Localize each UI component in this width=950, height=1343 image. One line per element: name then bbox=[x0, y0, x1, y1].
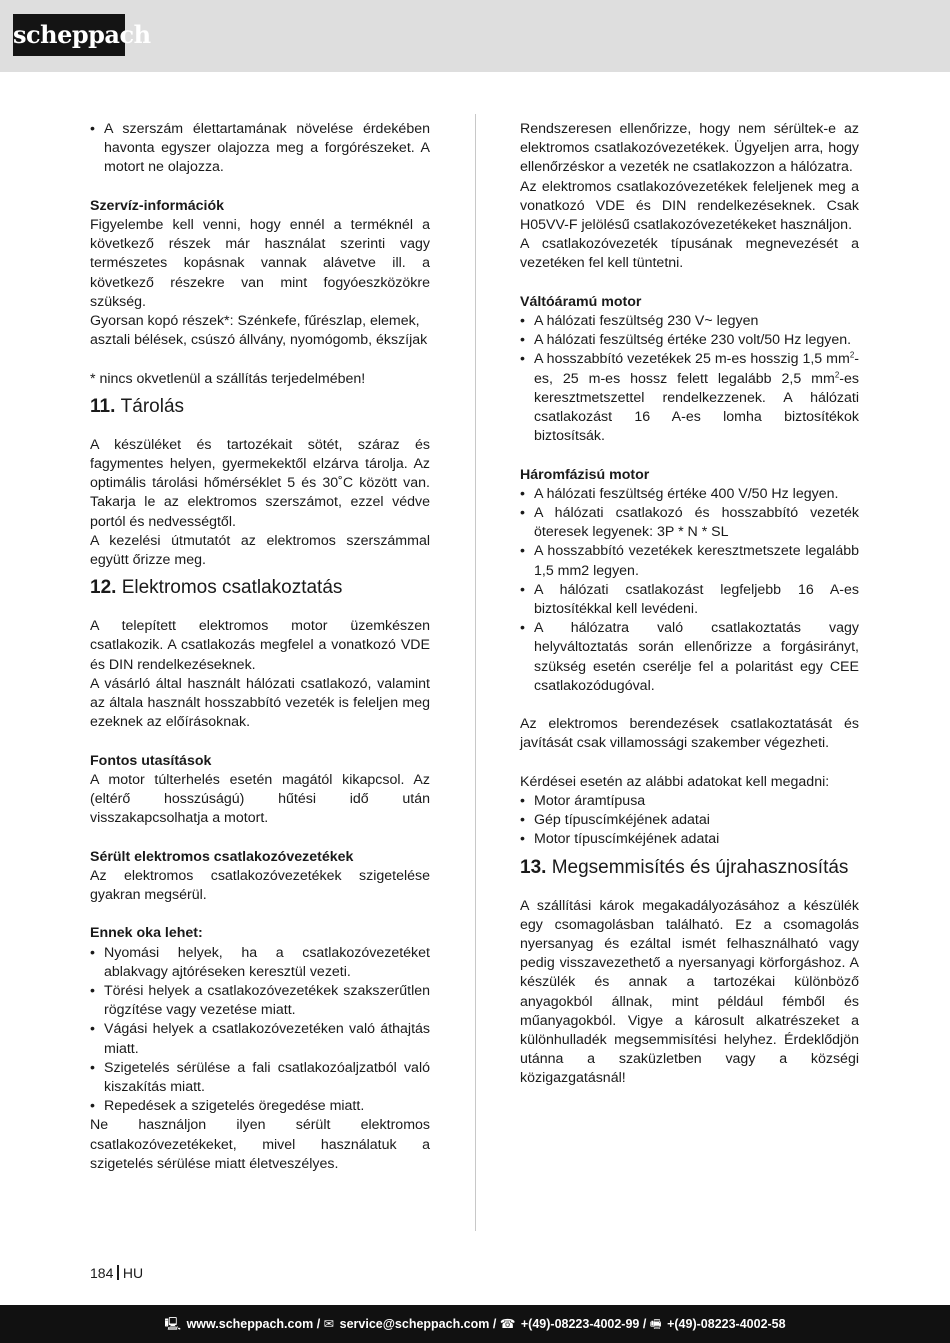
ac-motor-list bbox=[520, 312, 859, 446]
page-language: HU bbox=[122, 1265, 144, 1281]
intro-list bbox=[90, 120, 430, 178]
list-item: • A hálózati feszültség értéke 230 volt/50 Hz legyen. bbox=[520, 331, 859, 350]
footer-separator: / bbox=[639, 1317, 650, 1331]
causes-outro: Ne használjon ilyen sérült elektromos csatlakozóvezetékeket, mivel használatuk a szigetelés sérülése miatt életveszélyes. bbox=[90, 1117, 430, 1172]
footnote: * nincs okvetlenül a szállítás terjedelmében! bbox=[90, 370, 366, 387]
list-item: • Törési helyek a csatlakozóvezetékek szakszerűtlen rögzítése vagy vezetése miatt. bbox=[90, 982, 430, 1020]
wear-parts-text: Gyorsan kopó részek*: Szénkefe, fűrészlap, elemek, asztali bélések, csúszó állvány, nyomógomb, ékszíjak bbox=[90, 313, 428, 349]
website-link[interactable]: www.scheppach.com bbox=[186, 1317, 314, 1331]
list-item: • A hálózati feszültség értéke 400 V/50 Hz legyen. bbox=[520, 485, 859, 504]
service-text: Figyelembe kell venni, hogy ennél a terméknél a következő részek már használat szerinti vagy természetes kopásnak vannak alávetve ill. a következő részekre van mint fogyóeszközökre szükség. bbox=[90, 217, 430, 310]
disposal-text: A szállítási károk megakadályozásához a készülék egy csomagolásban található. Ez a csomagolás nyersanyag és ezáltal ismét felhasználható vagy pedig visszavezethető a nyersanyagi körforgáshoz. A készülék és annak a tartozékai különböző anyagokból állnak, mint például fémből és műanyagokból. Vigye a károsult alkatrészeket a különhulladék megsemmisítési helyhez. Érdeklődjön utánna a szaküzletben vagy a községi közigazgatásnál! bbox=[520, 897, 859, 1087]
list-item: • Motor áramtípusa bbox=[520, 792, 859, 811]
fax-icon: 🖷 bbox=[649, 1317, 662, 1331]
superscript: 2 bbox=[834, 369, 840, 379]
page-number-value: 184 bbox=[90, 1265, 114, 1281]
list-item: • Szigetelés sérülése a fali csatlakozóaljzatból való kiszakítás miatt. bbox=[90, 1059, 430, 1097]
check-paragraph-2: Az elektromos csatlakozóvezetékek feleljenek meg a vonatkozó VDE és DIN rendelkezéseknek. Csak H05VV-F jelölésű csatlakozóvezetékeket használjon. bbox=[520, 178, 859, 234]
list-item: • A hálózati feszültség 230 V~ legyen bbox=[520, 312, 859, 331]
ac-motor-heading: Váltóáramú motor bbox=[520, 293, 642, 310]
list-item: • A hálózatra való csatlakoztatás vagy helyváltoztatás során ellenőrizze a forgásirányt, szükség esetén cserélje fel a polaritást egy CEE csatlakozódugóval. bbox=[520, 619, 859, 696]
storage-paragraph-2: A kezelési útmutatót az elektromos szerszámmal együtt őrizze meg. bbox=[90, 532, 430, 569]
phone-icon: ☎ bbox=[499, 1317, 516, 1331]
list-item: • Gép típuscímkéjének adatai bbox=[520, 811, 859, 830]
phone-number: +(49)-08223-4002-99 bbox=[520, 1317, 640, 1331]
check-paragraph-3: A csatlakozóvezeték típusának megnevezését a vezetéken fel kell tüntetni. bbox=[520, 236, 859, 272]
section-heading-11 bbox=[90, 395, 430, 419]
footer-separator: / bbox=[489, 1317, 500, 1331]
footer-separator: / bbox=[313, 1317, 324, 1331]
important-heading: Fontos utasítások bbox=[90, 752, 212, 769]
section-number: 12. bbox=[90, 577, 117, 599]
list-item: • Vágási helyek a csatlakozóvezetéken való áthajtás miatt. bbox=[90, 1020, 430, 1058]
page-number bbox=[90, 1264, 143, 1282]
causes-heading: Ennek oka lehet: bbox=[90, 925, 203, 942]
header-band bbox=[0, 0, 950, 72]
list-item: • Repedések a szigetelés öregedése miatt. bbox=[90, 1097, 430, 1116]
list-item: • A hosszabbító vezetékek keresztmetszete legalább 1,5 mm2 legyen. bbox=[520, 542, 859, 580]
storage-paragraph-1: A készüléket és tartozékait sötét, száraz és fagymentes helyen, gyermekektől elzárva tárolja. Az optimális tárolási hőmérséklet 5 és 30˚C között van. Takarja le az elektromos szerszámot, ezzel védve portól és nedvességtől. bbox=[90, 436, 430, 530]
list-item: • A hálózati csatlakozást legfeljebb 16 A-es biztosítékkal kell levédeni. bbox=[520, 581, 859, 619]
text-run: -es, 25 m-es hossz felett legalább 2,5 mm bbox=[534, 351, 859, 387]
email-link[interactable]: service@scheppach.com bbox=[339, 1317, 490, 1331]
electrical-paragraph-1: A telepített elektromos motor üzemkészen csatlakozik. A csatlakozás megfelel a vonatkozó VDE és DIN rendelkezéseknek. bbox=[90, 618, 430, 673]
text-run: -es keresztmetszettel rendelkezzenek. A hálózati csatlakozást 16 A-es lomha biztosítékok biztosítsák. bbox=[534, 370, 859, 445]
section-title: Tárolás bbox=[120, 395, 185, 417]
check-paragraph-1: Rendszeresen ellenőrizze, hogy nem sérültek-e az elektromos csatlakozóvezetékek. Ügyeljen arra, hogy ellenőrzéskor a vezeték ne csatlakozzon a hálózatra. bbox=[520, 121, 859, 176]
section-title: Elektromos csatlakoztatás bbox=[121, 577, 343, 599]
damaged-cables-text: Az elektromos csatlakozóvezetékek szigetelése gyakran megsérül. bbox=[90, 867, 430, 904]
list-item: • A hálózati csatlakozó és hosszabbító vezeték öteresek legyenek: 3P * N * SL bbox=[520, 504, 859, 542]
footer-bar bbox=[0, 1305, 950, 1343]
section-number: 13. bbox=[520, 856, 547, 878]
electrical-paragraph-2: A vásárló által használt hálózati csatlakozó, valamint az általa használt hosszabbító vezeték is feleljen meg ezeknek az előírásoknak. bbox=[90, 675, 430, 731]
list-item: • A szerszám élettartamának növelése érdekében havonta egyszer olajozza meg a forgórészeket. A motort ne olajozza. bbox=[90, 120, 430, 178]
section-heading-12 bbox=[90, 576, 430, 600]
causes-list bbox=[90, 944, 430, 1117]
section-number: 11. bbox=[90, 395, 116, 417]
email-icon: ✉ bbox=[323, 1317, 335, 1331]
section-title: Megsemmisítés és újrahasznosítás bbox=[551, 856, 849, 878]
text-run: A hosszabbító vezetékek 25 m-es hosszig 1,5 mm bbox=[534, 351, 850, 368]
list-item: • Motor típuscímkéjének adatai bbox=[520, 830, 859, 849]
specialist-text: Az elektromos berendezések csatlakoztatását és javítását csak villamossági szakember végezheti. bbox=[520, 716, 859, 752]
list-item: • Nyomási helyek, ha a csatlakozóvezetéket ablakvagy ajtóréseken keresztül vezeti. bbox=[90, 944, 430, 982]
fax-number: +(49)-08223-4002-58 bbox=[667, 1317, 786, 1331]
column-divider bbox=[475, 114, 476, 1231]
data-list bbox=[520, 792, 859, 850]
left-column bbox=[90, 120, 430, 1174]
damaged-cables-heading: Sérült elektromos csatlakozóvezetékek bbox=[90, 848, 354, 865]
three-phase-list bbox=[520, 485, 859, 696]
three-phase-heading: Háromfázisú motor bbox=[520, 466, 650, 483]
computer-icon: 🖳 bbox=[164, 1317, 182, 1331]
scheppach-logo: scheppach bbox=[13, 14, 125, 56]
superscript: 2 bbox=[849, 350, 855, 360]
right-column bbox=[520, 120, 859, 1089]
list-item bbox=[520, 350, 859, 446]
important-text: A motor túlterhelés esetén magától kikapcsol. Az (eltérő hosszúságú) hűtési idő után visszakapcsolhatja a motort. bbox=[90, 771, 430, 827]
service-heading: Szervíz-információk bbox=[90, 197, 225, 214]
page-separator-bar bbox=[117, 1265, 119, 1280]
questions-text: Kérdései esetén az alábbi adatokat kell megadni: bbox=[520, 773, 830, 790]
section-heading-13 bbox=[520, 856, 859, 880]
